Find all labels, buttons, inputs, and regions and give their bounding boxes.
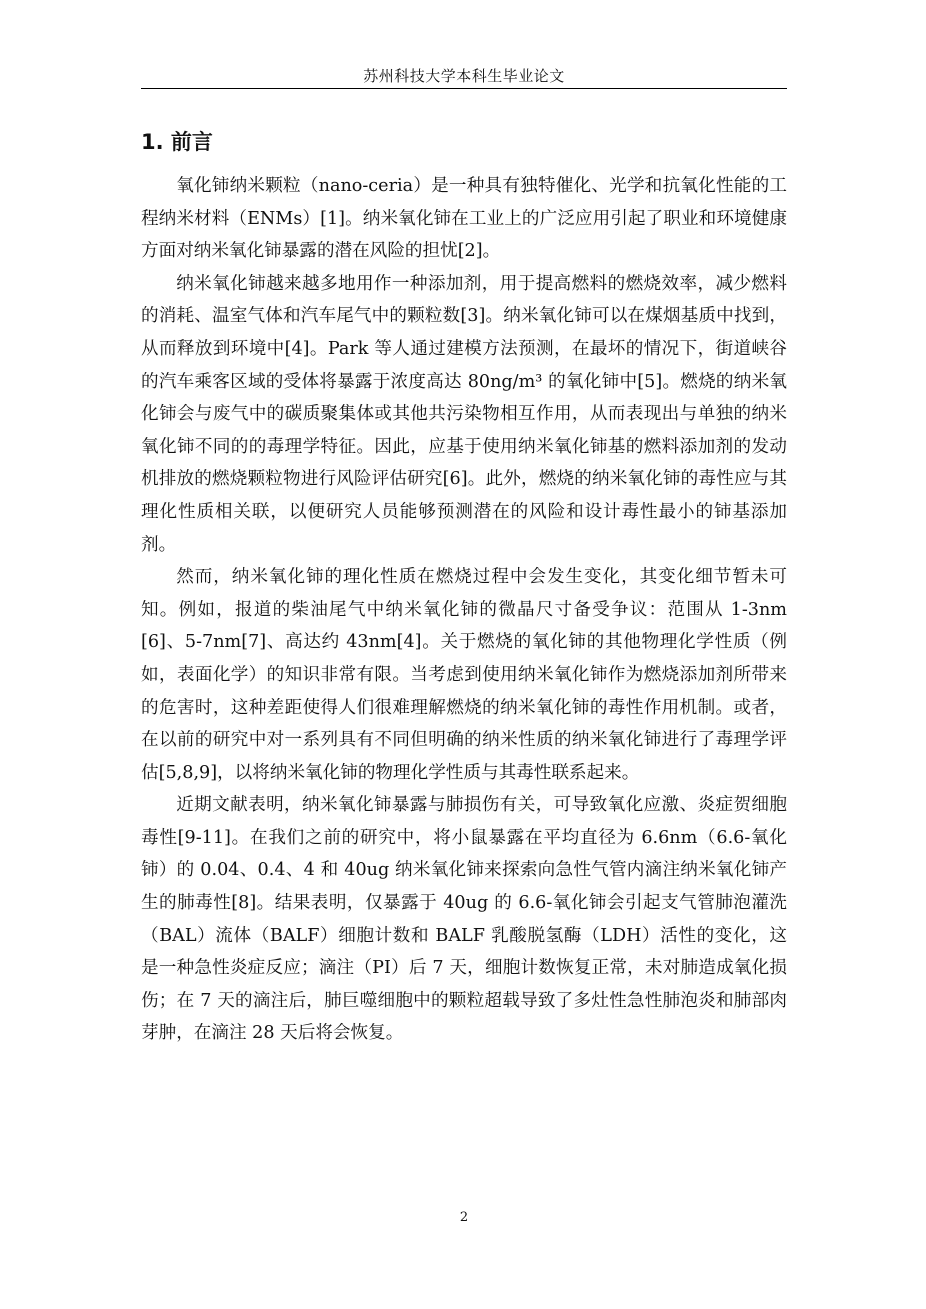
- paragraph-1: 氧化铈纳米颗粒（nano-ceria）是一种具有独特催化、光学和抗氧化性能的工程纳米材料（ENMs）[1]。纳米氧化铈在工业上的广泛应用引起了职业和环境健康方面对纳米氧化铈暴露的潜在风险的担忧[2]。: [141, 176, 787, 262]
- section-heading: 1. 前言: [141, 130, 213, 154]
- running-header: 苏州科技大学本科生毕业论文: [363, 67, 565, 85]
- paragraph-3: 然而，纳米氧化铈的理化性质在燃烧过程中会发生变化，其变化细节暂未可知。例如，报道的柴油尾气中纳米氧化铈的微晶尺寸备受争议：范围从 1-3nm[6]、5-7nm[7]、高达约 43nm[4]。关于燃烧的氧化铈的其他物理化学性质（例如，表面化学）的知识非常有限。当考虑到使用纳米氧化铈作为燃烧添加剂所带来的危害时，这种差距使得人们很难理解燃烧的纳米氧化铈的毒性作用机制。或者，在以前的研究中对一系列具有不同但明确的纳米性质的纳米氧化铈进行了毒理学评估[5,8,9]，以将纳米氧化铈的物理化学性质与其毒性联系起来。: [141, 567, 787, 783]
- body-text: [141, 170, 787, 1050]
- paragraph-2: 纳米氧化铈越来越多地用作一种添加剂，用于提高燃料的燃烧效率，减少燃料的消耗、温室气体和汽车尾气中的颗粒数[3]。纳米氧化铈可以在煤烟基质中找到，从而释放到环境中[4]。Park 等人通过建模方法预测，在最坏的情况下，街道峡谷的汽车乘客区域的受体将暴露于浓度高达 80ng/m³ 的氧化铈中[5]。燃烧的纳米氧化铈会与废气中的碳质聚集体或其他共污染物相互作用，从而表现出与单独的纳米氧化铈不同的的毒理学特征。因此，应基于使用纳米氧化铈基的燃料添加剂的发动机排放的燃烧颗粒物进行风险评估研究[6]。此外，燃烧的纳米氧化铈的毒性应与其理化性质相关联，以便研究人员能够预测潜在的风险和设计毒性最小的铈基添加剂。: [141, 273, 787, 555]
- paragraph-4: 近期文献表明，纳米氧化铈暴露与肺损伤有关，可导致氧化应激、炎症贺细胞毒性[9-11]。在我们之前的研究中，将小鼠暴露在平均直径为 6.6nm（6.6-氧化铈）的 0.04、0.4、4 和 40ug 纳米氧化铈来探索向急性气管内滴注纳米氧化铈产生的肺毒性[8]。结果表明，仅暴露于 40ug 的 6.6-氧化铈会引起支气管肺泡灌洗（BAL）流体（BALF）细胞计数和 BALF 乳酸脱氢酶（LDH）活性的变化，这是一种急性炎症反应；滴注（PI）后 7 天，细胞计数恢复正常，未对肺造成氧化损伤；在 7 天的滴注后，肺巨噬细胞中的颗粒超载导致了多灶性急性肺泡炎和肺部肉芽肿，在滴注 28 天后将会恢复。: [141, 795, 787, 1044]
- page-number: 2: [459, 1210, 469, 1225]
- header-rule: [141, 88, 787, 89]
